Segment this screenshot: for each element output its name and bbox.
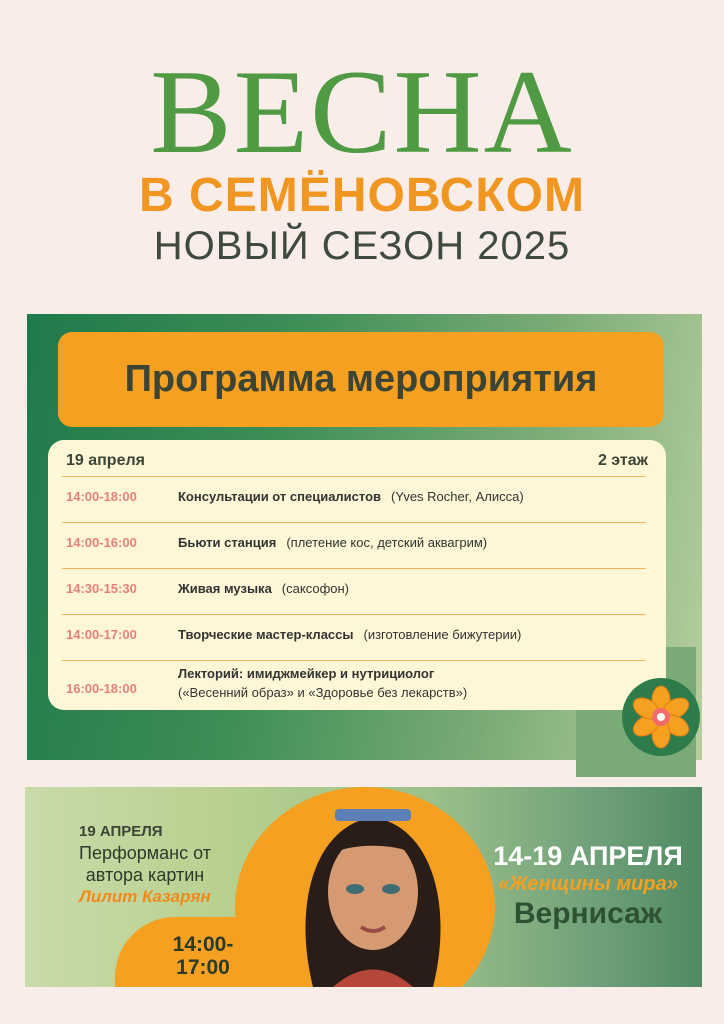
schedule-row — [62, 614, 646, 660]
performance-artist: Лилит Казарян — [79, 887, 211, 906]
program-header — [58, 332, 664, 427]
row-time: 16:00-18:00 — [66, 681, 137, 696]
row-title — [178, 535, 487, 550]
row-time: 14:30-15:30 — [66, 581, 137, 596]
schedule-head — [66, 452, 648, 470]
row-note: («Весенний образ» и «Здоровье без лекарств») — [178, 684, 468, 700]
performance-time-start: 14:00- — [172, 933, 234, 956]
row-title-text: Консультации от специалистов — [178, 489, 382, 504]
schedule-rows — [48, 476, 666, 721]
row-note: (саксофон) — [281, 581, 349, 596]
vernissage-name: Вернисаж — [513, 897, 663, 930]
row-note: (Yves Rocher, Алисса) — [391, 489, 524, 504]
row-title-text: Живая музыка — [178, 581, 272, 596]
schedule-date: 19 апреля — [66, 452, 145, 469]
schedule-floor: 2 этаж — [597, 452, 648, 469]
event-subtitle: В СЕМЁНОВСКОМ — [139, 169, 585, 222]
row-time: 14:00-17:00 — [66, 627, 137, 642]
woman-portrait — [273, 787, 473, 987]
row-title-text: Бьюти станция — [178, 535, 277, 550]
row-title — [178, 489, 524, 504]
row-note: (плетение кос, детский аквагрим) — [286, 535, 488, 550]
row-title — [178, 627, 521, 642]
row-note: (изготовление бижутерии) — [363, 627, 522, 642]
performance-line2: автора картин — [85, 865, 205, 885]
flower-badge — [622, 678, 700, 756]
schedule-card — [48, 440, 666, 710]
schedule-row — [62, 568, 646, 614]
row-title-text: Лекторий: имиджмейкер и нутрициолог — [178, 666, 435, 681]
orange-flower-icon — [622, 678, 700, 756]
performance-time — [153, 933, 253, 979]
event-banner — [25, 787, 702, 987]
row-title-text: Творческие мастер-классы — [178, 627, 354, 642]
performance-line1: Перформанс от — [79, 843, 211, 863]
vernissage-title: «Женщины мира» — [498, 873, 678, 895]
row-time: 14:00-18:00 — [66, 489, 137, 504]
row-time: 14:00-16:00 — [66, 535, 137, 550]
performance-time-end: 17:00 — [176, 956, 230, 980]
vernissage-dates: 14-19 АПРЕЛЯ — [493, 841, 683, 871]
performance-date: 19 АПРЕЛЯ — [79, 823, 163, 840]
schedule-row — [62, 522, 646, 568]
row-title — [178, 665, 467, 703]
event-title: ВЕСНА — [150, 46, 574, 179]
event-season: НОВЫЙ СЕЗОН 2025 — [153, 224, 571, 268]
program-header-label: Программа мероприятия — [124, 358, 598, 400]
schedule-row — [62, 476, 646, 522]
row-title — [178, 581, 349, 596]
schedule-row — [62, 660, 646, 721]
